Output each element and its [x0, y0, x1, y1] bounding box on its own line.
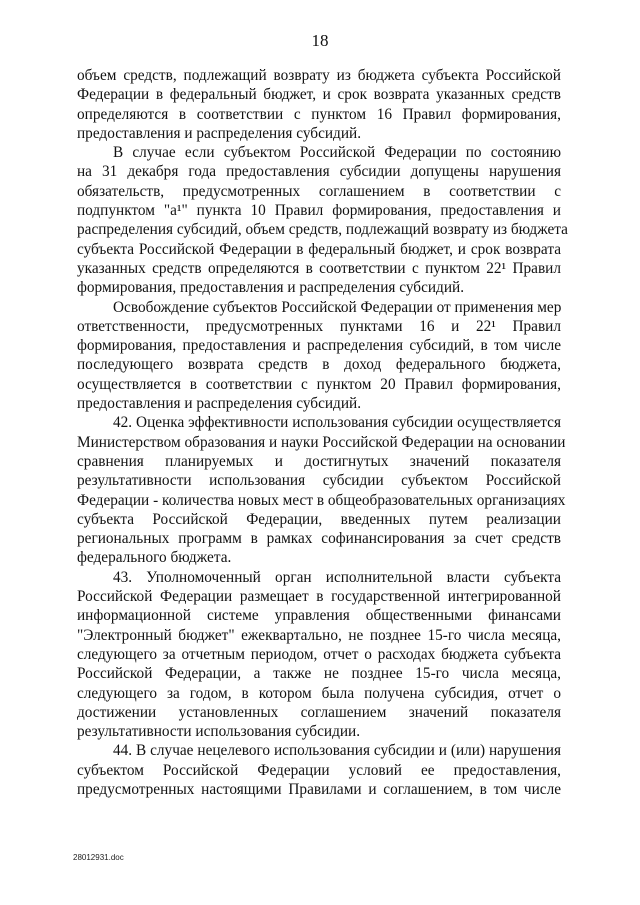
text-line: федерального бюджета.	[77, 549, 232, 567]
text-line: Освобождение субъектов Российской Федерации от применения мер	[113, 298, 562, 316]
document-body	[77, 66, 568, 799]
text-line: предусмотренных настоящими Правилами и соглашением, в том числе	[77, 780, 561, 798]
paragraph	[77, 298, 561, 414]
text-line: формирования, предоставления и распределения субсидий.	[77, 279, 465, 297]
paragraph	[77, 143, 568, 297]
text-line: "Электронный бюджет" ежеквартально, не позднее 15-го числа месяца,	[77, 626, 561, 644]
text-line: определяются в соответствии с пунктом 16 Правил формирования,	[77, 105, 561, 123]
text-line: обязательств, предусмотренных соглашением в соответствии с	[77, 182, 561, 200]
text-line: на 31 декабря года предоставления субсидии допущены нарушения	[77, 163, 561, 181]
text-line: последующего возврата средств в доход федерального бюджета,	[77, 356, 561, 374]
text-line: ответственности, предусмотренных пунктами 16 и 22¹ Правил	[77, 317, 561, 335]
paragraph	[77, 66, 561, 143]
paragraph	[77, 413, 566, 567]
text-line: сравнения планируемых и достигнутых значений показателя	[77, 452, 561, 470]
text-line: В случае если субъектом Российской Федерации по состоянию	[113, 144, 561, 162]
text-line: следующего за годом, в котором была получена субсидия, отчет о	[77, 684, 561, 702]
text-line: следующего за отчетным периодом, отчет о расходах бюджета субъекта	[77, 645, 561, 663]
text-line: субъектом Российской Федерации условий ее предоставления,	[77, 761, 561, 779]
text-line: объем средств, подлежащий возврату из бюджета субъекта Российской	[77, 67, 561, 84]
page-number: 18	[311, 31, 329, 50]
paragraph	[77, 741, 561, 799]
text-line: 44. В случае нецелевого использования субсидии и (или) нарушения	[113, 742, 561, 760]
text-line: формирования, предоставления и распределения субсидий, в том числе	[77, 337, 561, 355]
text-line: 42. Оценка эффективности использования субсидии осуществляется	[113, 414, 561, 432]
text-line: распределения субсидий, объем средств, подлежащий возврату из бюджета	[77, 221, 568, 239]
text-line: субъекта Российской Федерации в федеральный бюджет, и срок возврата	[77, 240, 561, 258]
text-line: Российской Федерации, а также не позднее 15-го числа месяца,	[77, 665, 561, 683]
text-line: результативности использования субсидии.	[77, 723, 361, 741]
text-line: осуществляется в соответствии с пунктом 20 Правил формирования,	[77, 375, 561, 393]
text-line: Федерации - количества новых мест в общеобразовательных организациях	[77, 491, 566, 509]
text-line: подпунктом "а¹" пункта 10 Правил формирования, предоставления и	[77, 202, 561, 220]
text-line: Российской Федерации размещает в государственной интегрированной	[77, 588, 561, 606]
text-line: Министерством образования и науки Российской Федерации на основании	[77, 433, 566, 451]
paragraph	[77, 568, 561, 742]
text-line: информационной системе управления общественными финансами	[77, 607, 561, 625]
text-line: предоставления и распределения субсидий.	[77, 124, 362, 142]
text-line: субъекта Российской Федерации, введенных путем реализации	[77, 510, 561, 528]
text-line: результативности использования субсидии субъектом Российской	[77, 472, 561, 490]
footer-filename: 28012931.doc	[73, 853, 124, 862]
text-line: предоставления и распределения субсидий.	[77, 395, 362, 413]
text-line: региональных программ в рамках софинансирования за счет средств	[77, 530, 561, 548]
text-line: Федерации в федеральный бюджет, и срок возврата указанных средств	[77, 86, 561, 104]
text-line: 43. Уполномоченный орган исполнительной власти субъекта	[113, 568, 561, 586]
text-line: указанных средств определяются в соответствии с пунктом 22¹ Правил	[77, 259, 561, 277]
text-line: достижении установленных соглашением значений показателя	[77, 703, 561, 721]
